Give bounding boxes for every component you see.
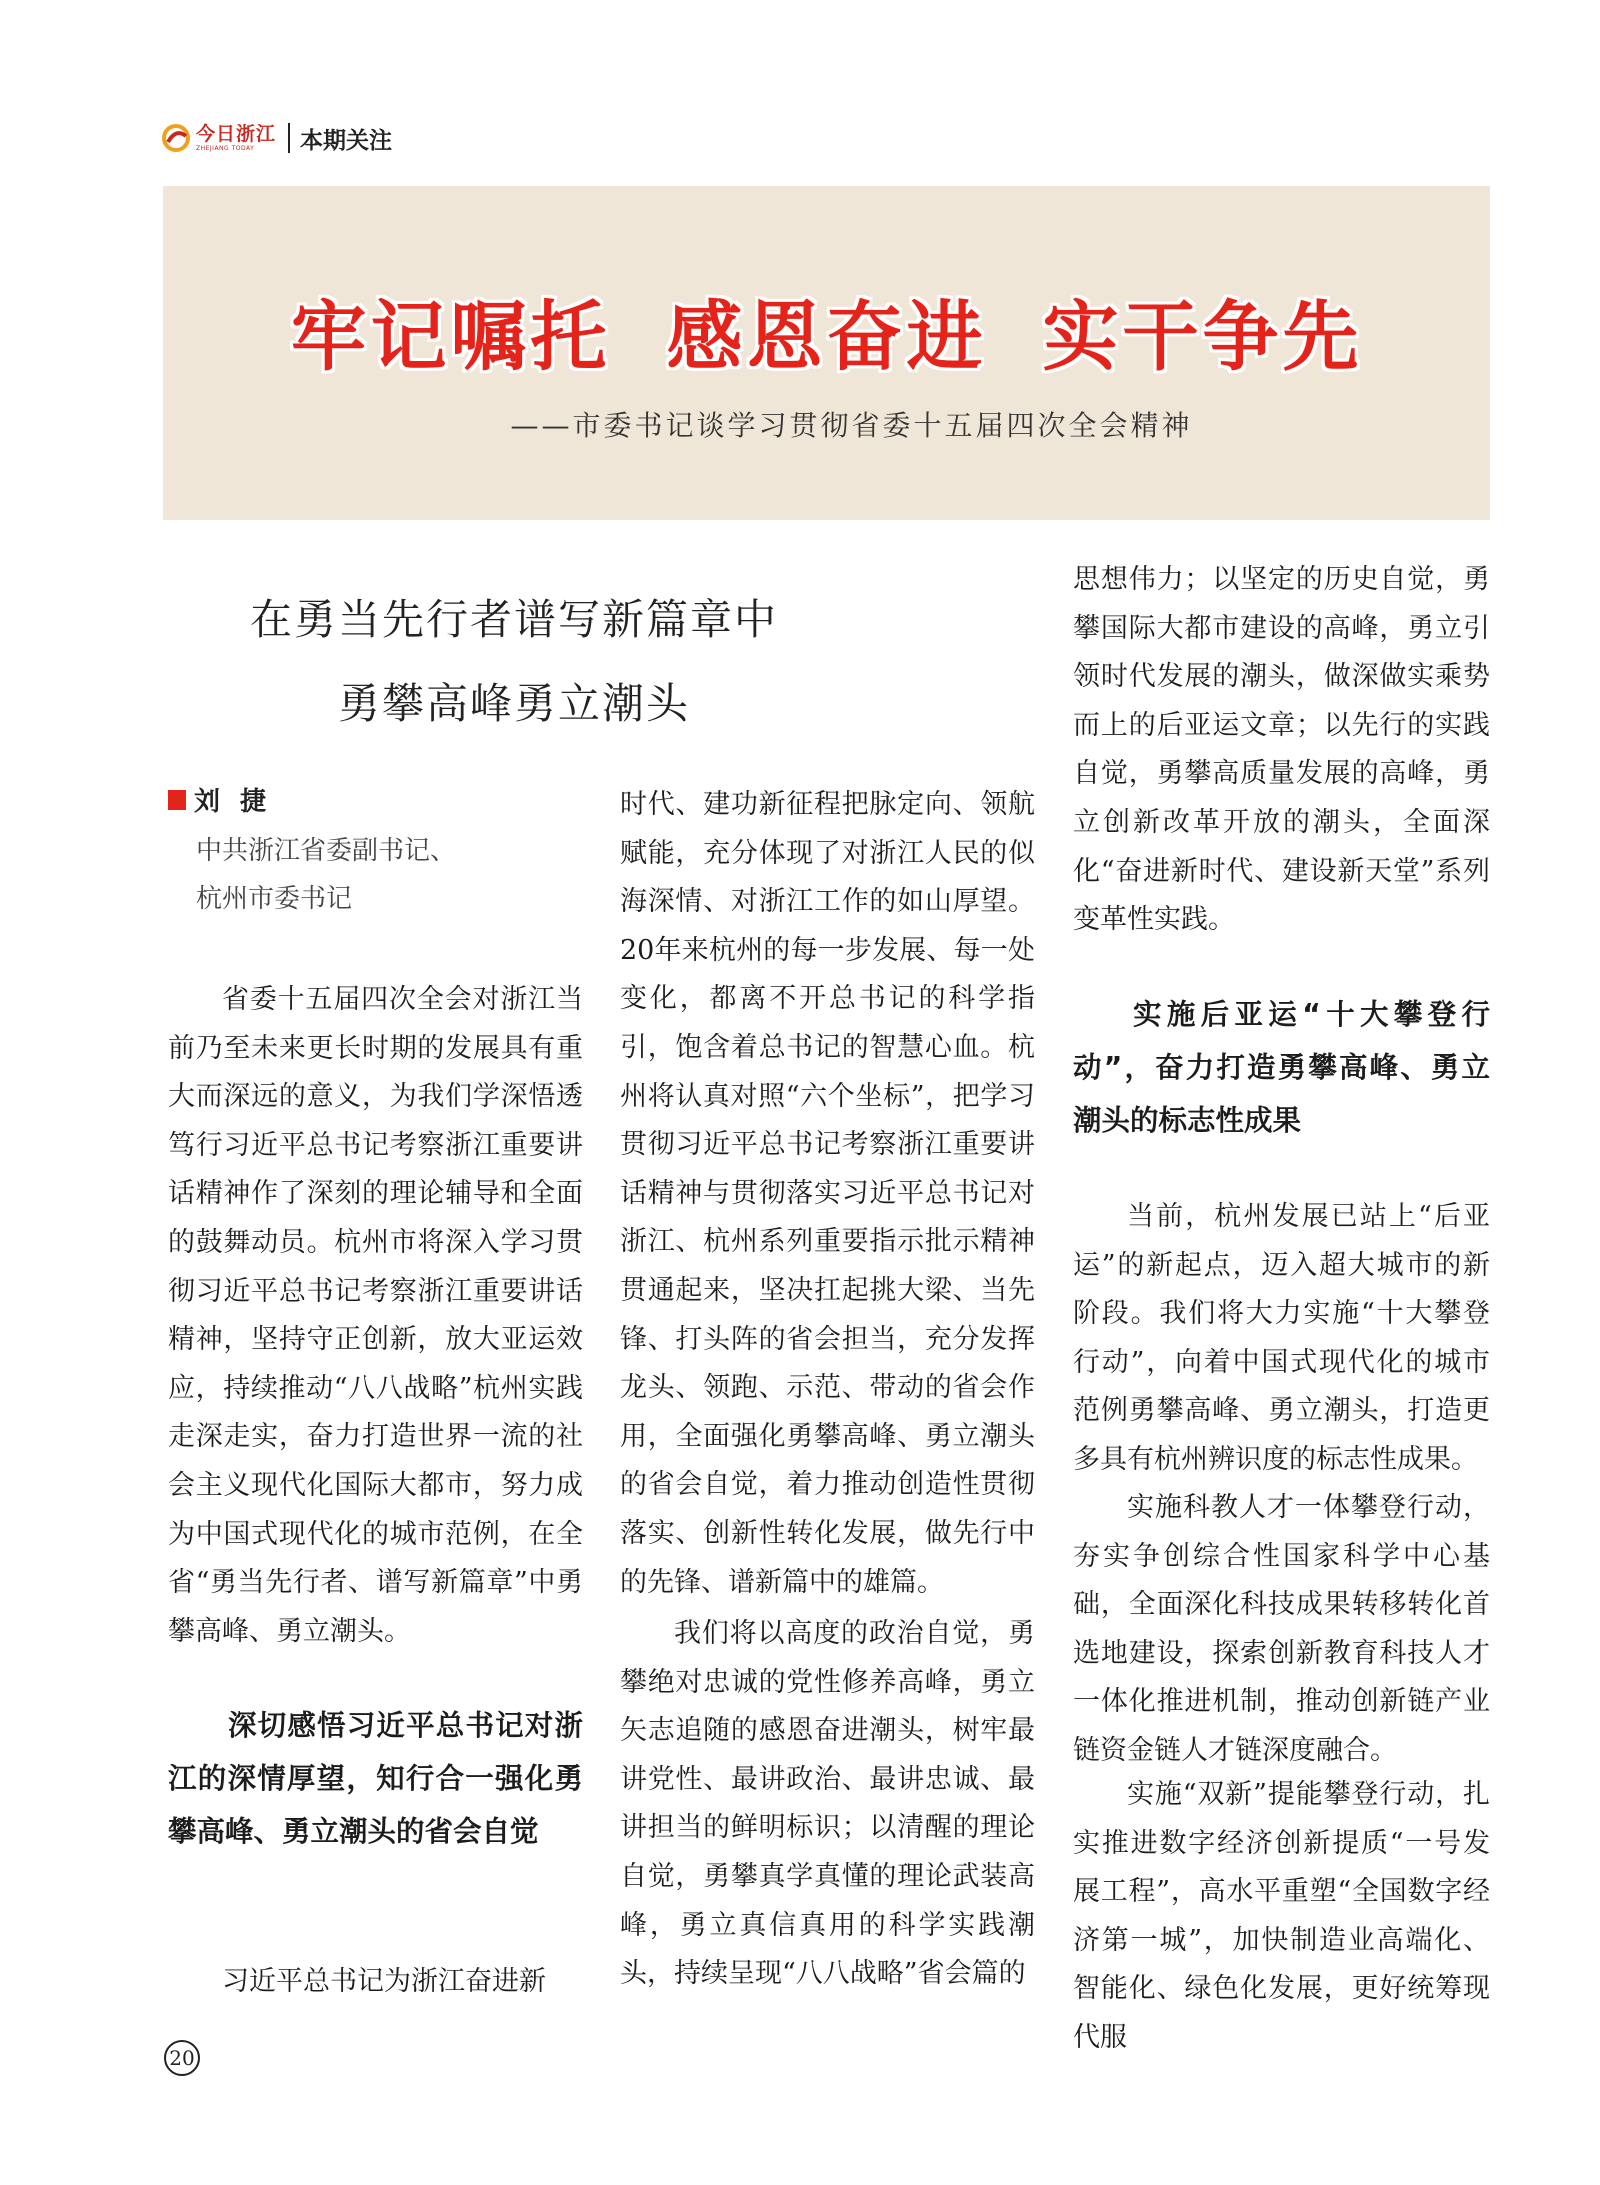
- banner-title-part-1: 牢记嘱托: [290, 292, 611, 381]
- byline: [168, 781, 457, 914]
- banner-title-part-2: 感恩奋进: [666, 292, 987, 381]
- article-title: [163, 578, 865, 746]
- col3-paragraph-1: 思想伟力；以坚定的历史自觉，勇攀国际大都市建设的高峰，勇立引领时代发展的潮头，做深做实乘势而上的后亚运文章；以先行的实践自觉，勇攀高质量发展的高峰，勇立创新改革开放的潮头，全面深化“奋进新时代、建设新天堂”系列变革性实践。: [1073, 564, 1490, 936]
- col3-paragraph-3: 实施科教人才一体攀登行动，夯实争创综合性国家科学中心基础，全面深化科技成果转移转化首选地建设，探索创新教育科技人才一体化推进机制，推动创新链产业链资金链人才链深度融合。: [1073, 1492, 1490, 1766]
- author: [168, 781, 286, 818]
- col3-paragraph-4: 实施“双新”提能攀登行动，扎实推进数字经济创新提质“一号发展工程”，高水平重塑“全国数字经济第一城”，加快制造业高端化、智能化、绿色化发展，更好统筹现代服: [1073, 1779, 1490, 2053]
- author-position-line-2: 杭州市委书记: [196, 884, 353, 914]
- author-name: 刘捷: [194, 787, 287, 817]
- logo-en-text: ZHEJIANG TODAY: [196, 144, 255, 152]
- col3-paragraph-2: 当前，杭州发展已站上“后亚运”的新起点，迈入超大城市的新阶段。我们将大力实施“十大攀登行动”，向着中国式现代化的城市范例勇攀高峰、勇立潮头，打造更多具有杭州辨识度的标志性成果。: [1073, 1201, 1490, 1475]
- magazine-logo: [162, 124, 276, 152]
- col2-paragraph-1: 时代、建功新征程把脉定向、领航赋能，充分体现了对浙江人民的似海深情、对浙江工作的如山厚望。20年来杭州的每一步发展、每一处变化，都离不开总书记的科学指引，饱含着总书记的智慧心血。杭州将认真对照“六个坐标”，把学习贯彻习近平总书记考察浙江重要讲话精神与贯彻落实习近平总书记对浙江、杭州系列重要指示批示精神贯通起来，坚决扛起挑大梁、当先锋、打头阵的省会担当，充分发挥龙头、领跑、示范、带动的省会作用，全面强化勇攀高峰、勇立潮头的省会自觉，着力推动创造性贯彻落实、创新性转化发展，做先行中的先锋、谱新篇中的雄篇。: [620, 789, 1035, 1598]
- author-marker-icon: [168, 790, 186, 810]
- banner-title: [163, 276, 1490, 385]
- logo-cn-text: 今日浙江: [196, 122, 277, 145]
- banner-subtitle: ——市委书记谈学习贯彻省委十五届四次全会精神: [510, 409, 1193, 442]
- author-position: [196, 827, 456, 923]
- article-title-line-2: 勇攀高峰勇立潮头: [337, 679, 690, 728]
- col2-paragraph-2: 我们将以高度的政治自觉，勇攀绝对忠诚的党性修养高峰，勇立矢志追随的感恩奋进潮头，树牢最讲党性、最讲政治、最讲忠诚、最讲担当的鲜明标识；以清醒的理论自觉，勇攀真学真懂的理论武装高峰，勇立真信真用的科学实践潮头，持续呈现“八八战略”省会篇的: [620, 1618, 1035, 1990]
- col3-subheading: 实施后亚运“十大攀登行动”，奋力打造勇攀高峰、勇立潮头的标志性成果: [1073, 998, 1490, 1137]
- header-divider: [288, 123, 290, 153]
- logo-swirl-icon: [162, 124, 190, 152]
- page-number: 20: [164, 2040, 200, 2076]
- col1-paragraph-1: 省委十五届四次全会对浙江当前乃至未来更长时期的发展具有重大而深远的意义，为我们学深悟透笃行习近平总书记考察浙江重要讲话精神作了深刻的理论辅导和全面的鼓舞动员。杭州市将深入学习贯彻习近平总书记考察浙江重要讲话精神，坚持守正创新，放大亚运效应，持续推动“八八战略”杭州实践走深走实，奋力打造世界一流的社会主义现代化国际大都市，努力成为中国式现代化的城市范例，在全省“勇当先行者、谱写新篇章”中勇攀高峰、勇立潮头。: [168, 984, 583, 1647]
- col1-subheading: 深切感悟习近平总书记对浙江的深情厚望，知行合一强化勇攀高峰、勇立潮头的省会自觉: [168, 1709, 583, 1848]
- banner-title-part-3: 实干争先: [1042, 292, 1363, 381]
- section-label: 本期关注: [300, 127, 393, 154]
- feature-banner: [163, 186, 1490, 520]
- article-title-line-1: 在勇当先行者谱写新篇章中: [249, 595, 778, 644]
- page-header: [162, 118, 392, 158]
- col1-paragraph-2: 习近平总书记为浙江奋进新: [222, 1966, 546, 1997]
- author-position-line-1: 中共浙江省委副书记、: [196, 836, 457, 866]
